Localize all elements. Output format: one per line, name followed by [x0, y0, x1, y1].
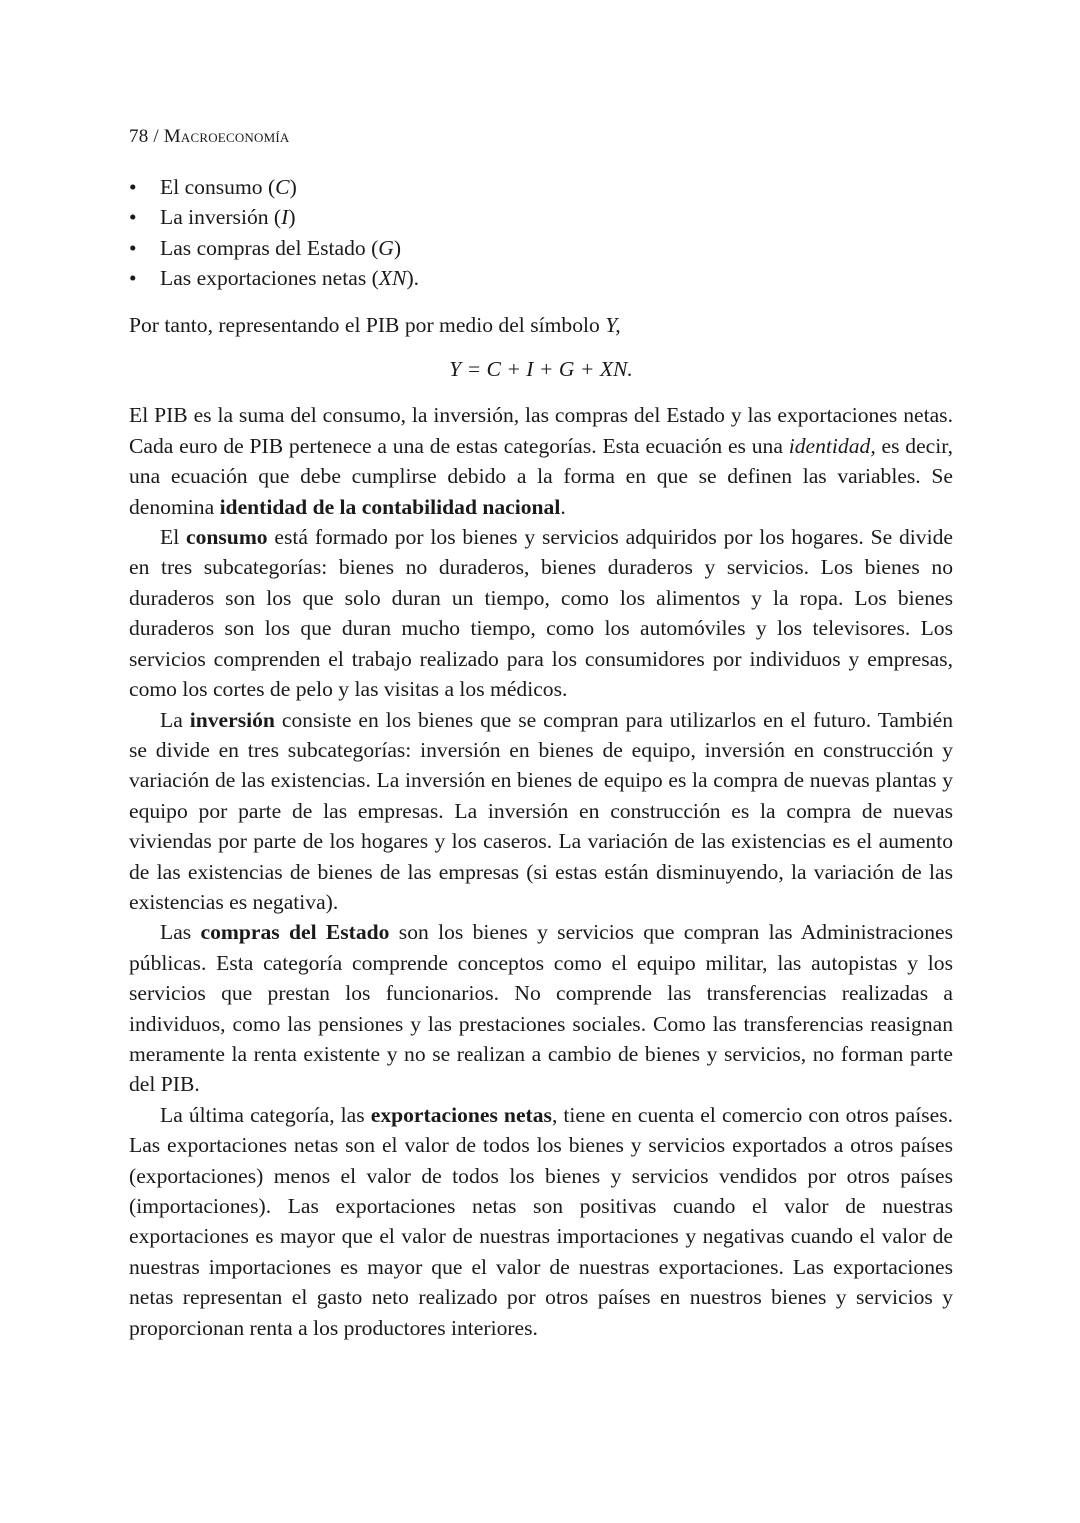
national-accounts-equation: Y = C + I + G + XN. [449, 357, 633, 382]
paragraph-consumption: El consumo está formado por los bienes y servicios adquiridos por los hogares. Se divide en tres subcategorías: bienes no duraderos, bienes duraderos y servicios. Los bienes no duraderos son los que solo duran un tiempo, como los alimentos y la ropa. Los bienes duraderos son los que duran mucho tiempo, como los automóviles y los televisores. Los servicios comprenden el trabajo realizado para los consumidores por individuos y empresas, como los cortes de pelo y las visitas a los médicos. [129, 525, 953, 702]
bullet-icon: • [129, 175, 137, 199]
components-list [129, 172, 953, 294]
page-body [129, 124, 953, 1343]
running-header [129, 124, 953, 150]
paragraph-net-exports: La última categoría, las exportaciones netas, tiene en cuenta el comercio con otros países. Las exportaciones netas son el valor de todos los bienes y servicios exportados a otros países (exportaciones) menos el valor de todos los bienes y servicios vendidos por otros países (importaciones). Las exportaciones netas son positivas cuando el valor de nuestras exportaciones es mayor que el valor de nuestras importaciones y negativas cuando el valor de nuestras importaciones es mayor que el valor de nuestras exportaciones. Las exportaciones netas representan el gasto neto realizado por otros países en nuestros bienes y servicios y proporcionan renta a los productores interiores. [129, 1102, 954, 1340]
bullet-icon: • [129, 235, 137, 260]
paragraph-government: Las compras del Estado son los bienes y servicios que compran las Administraciones públicas. Esta categoría comprende conceptos como el equipo militar, las autopistas y los servicios que prestan los funcionarios. No comprende las transferencias realizadas a individuos, como las pensiones y las prestaciones sociales. Como las transferencias reasignan meramente la renta existente y no se realizan a cambio de bienes y servicios, no forman parte del PIB. [129, 920, 954, 1097]
book-title: Macroeconomía [163, 126, 290, 147]
paragraph-identity: El PIB es la suma del consumo, la inversión, las compras del Estado y las exportaciones netas. Cada euro de PIB pertenece a una de estas categorías. Esta ecuación es una identidad, es decir, una ecuación que debe cumplirse debido a la forma en que se definen las variables. Se denomina identidad de la contabilidad nacional. [129, 403, 953, 519]
page-number: 78 [129, 126, 149, 147]
bullet-icon: • [129, 266, 137, 291]
list-item: • El consumo (C) [129, 172, 953, 202]
paragraph-investment: La inversión consiste en los bienes que se compran para utilizarlos en el futuro. También se divide en tres subcategorías: inversión en bienes de equipo, inversión en construcción y variación de las existencias. La inversión en bienes de equipo es la compra de nuevas plantas y equipo por parte de las empresas. La inversión en construcción es la compra de nuevas viviendas por parte de los hogares y los caseros. La variación de las existencias es el aumento de las existencias de bienes de las empresas (si estas están disminuyendo, la variación de las existencias es negativa). [129, 707, 953, 914]
list-item: • Las compras del Estado (G) [129, 233, 953, 263]
header-separator: / [148, 126, 164, 147]
list-item: • La inversión (I) [129, 202, 953, 232]
intro-paragraph: Por tanto, representando el PIB por medio del símbolo Y, [129, 312, 621, 337]
bullet-icon: • [129, 205, 137, 230]
list-item: • Las exportaciones netas (XN). [129, 263, 953, 293]
